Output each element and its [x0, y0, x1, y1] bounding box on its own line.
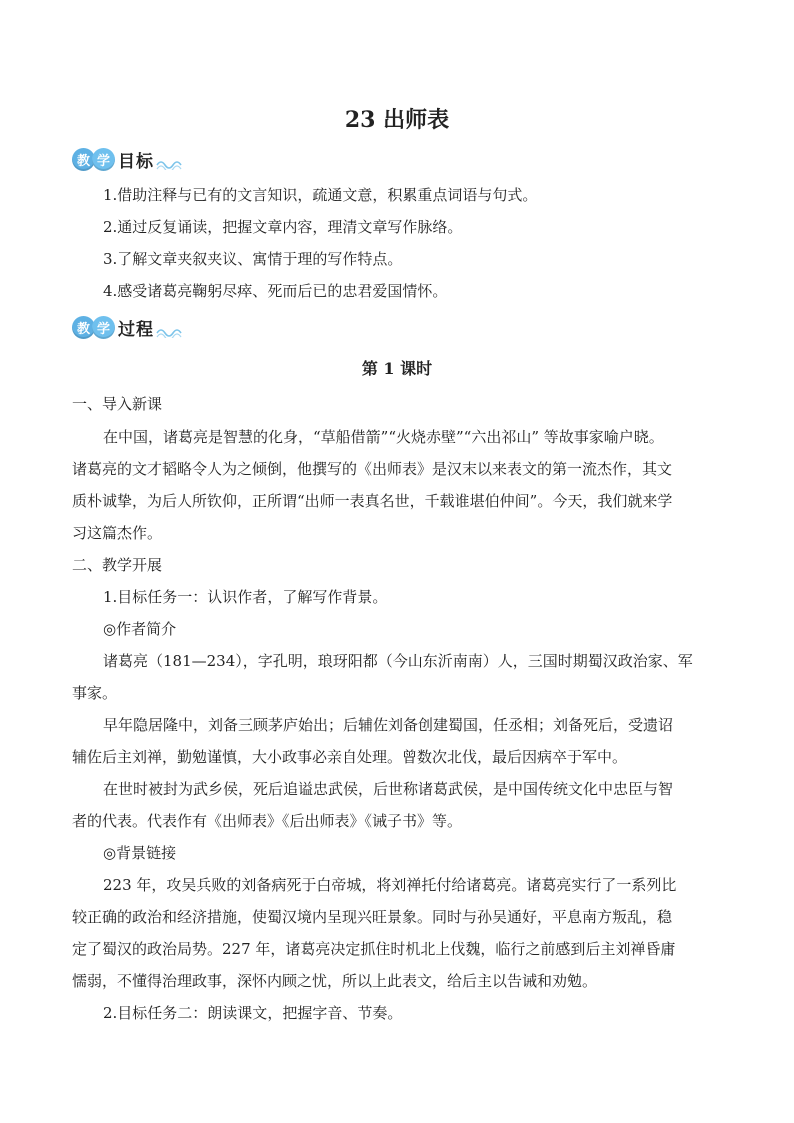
paragraph-line: 事家。: [72, 684, 118, 702]
goal-item: 4.感受诸葛亮鞠躬尽瘁、死而后已的忠君爱国情怀。: [103, 282, 448, 300]
section-heading: 二、教学开展: [72, 556, 163, 574]
paragraph-line: 习这篇杰作。: [72, 524, 163, 542]
paragraph-line: 早年隐居隆中，刘备三顾茅庐始出；后辅佐刘备创建蜀国，任丞相；刘备死后，受遗诏: [103, 716, 674, 734]
paragraph-line: 较正确的政治和经济措施，使蜀汉境内呈现兴旺景象。同时与孙吴通好，平息南方叛乱，稳: [72, 908, 673, 926]
paragraph-line: 质朴诚挚，为后人所钦仰，正所谓“出师一表真名世，千载谁堪伯仲间”。今天，我们就来学: [72, 492, 673, 510]
goals-heading: 目标: [118, 151, 154, 172]
task-heading: 2.目标任务二：朗读课文，把握字音、节奏。: [103, 1004, 403, 1022]
goal-item: 1.借助注释与已有的文言知识，疏通文意，积累重点词语与句式。: [103, 186, 538, 204]
paragraph-line: 在世时被封为武乡侯，死后追谥忠武侯，后世称诸葛武侯，是中国传统文化中忠臣与智: [103, 780, 674, 798]
paragraph-line: 懦弱，不懂得治理政事，深怀内顾之忧，所以上此表文，给后主以告诫和劝勉。: [72, 972, 598, 990]
goals-banner: [72, 146, 182, 172]
page-title: 23 出师表: [344, 107, 450, 133]
banner-bubble: 学: [92, 148, 115, 171]
paragraph-line: 诸葛亮（181—234），字孔明，琅玡阳都（今山东沂南南）人，三国时期蜀汉政治家、军: [103, 652, 693, 670]
goal-item: 2.通过反复诵读，把握文章内容，理清文章写作脉络。: [103, 218, 463, 236]
paragraph-line: 定了蜀汉的政治局势。227 年，诸葛亮决定抓住时机北上伐魏，临行之前感到后主刘禅昏庸: [72, 940, 676, 958]
paragraph-line: 者的代表。代表作有《出师表》《后出师表》《诫子书》等。: [72, 812, 463, 830]
paragraph-line: 辅佐后主刘禅，勤勉谨慎，大小政事必亲自处理。曾数次北伐，最后因病卒于军中。: [72, 748, 628, 766]
banner-bubble: 教: [72, 148, 95, 171]
subsection-heading: ◎作者简介: [103, 620, 177, 638]
section-heading: 一、导入新课: [72, 395, 163, 413]
process-banner: [72, 314, 182, 340]
paragraph-line: 诸葛亮的文才韬略令人为之倾倒，他撰写的《出师表》是汉末以来表文的第一流杰作，其文: [72, 460, 673, 478]
banner-bubble: 教: [72, 316, 95, 339]
wave-decoration-icon: [156, 158, 182, 170]
process-heading: 过程: [118, 319, 154, 340]
wave-decoration-icon: [156, 326, 182, 338]
paragraph-line: 在中国，诸葛亮是智慧的化身，“草船借箭”“火烧赤壁”“六出祁山” 等故事家喻户晓。: [103, 428, 664, 446]
task-heading: 1.目标任务一：认识作者，了解写作背景。: [103, 588, 388, 606]
banner-bubble: 学: [92, 316, 115, 339]
subsection-heading: ◎背景链接: [103, 844, 177, 862]
goal-item: 3.了解文章夹叙夹议、寓情于理的写作特点。: [103, 250, 403, 268]
paragraph-line: 223 年，攻吴兵败的刘备病死于白帝城，将刘禅托付给诸葛亮。诸葛亮实行了一系列比: [103, 876, 677, 894]
lesson-title: 第 1 课时: [361, 359, 433, 378]
